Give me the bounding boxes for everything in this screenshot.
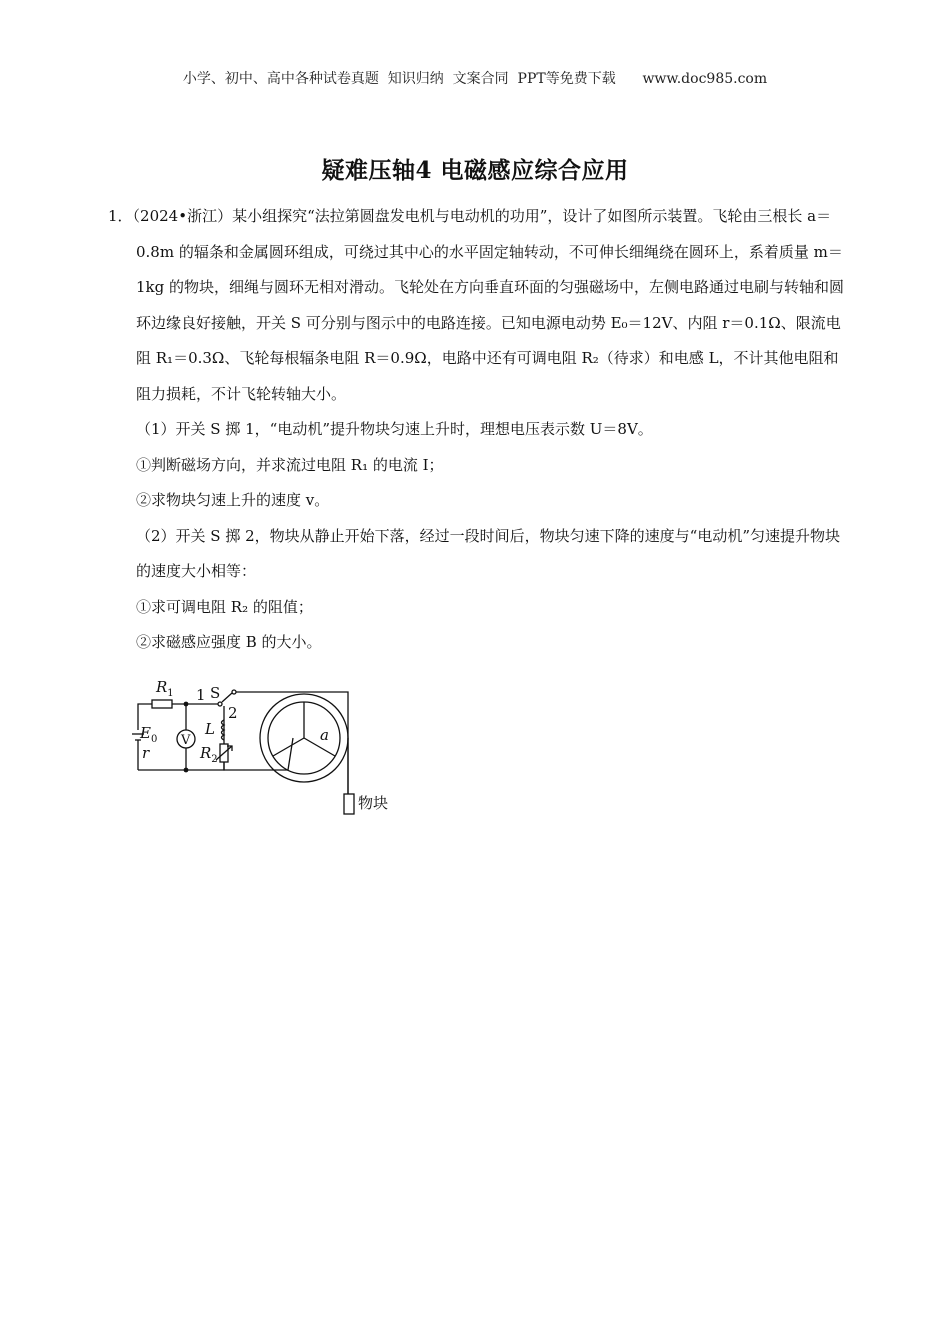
- switch-contact-1: [218, 702, 222, 706]
- label-pos1: 1: [196, 686, 206, 704]
- wire-to-axle: [224, 738, 293, 770]
- label-spoke-a: a: [320, 726, 329, 744]
- junction-bottom: [184, 768, 189, 773]
- block: [344, 794, 354, 814]
- spoke-3: [273, 738, 304, 756]
- switch-blade: [222, 693, 232, 702]
- label-switch: S: [210, 684, 221, 702]
- question-paragraph: [108, 199, 848, 412]
- question-content: [108, 199, 848, 661]
- part1-sub1: ①判断磁场方向，并求流过电阻 R₁ 的电流 I；: [136, 455, 444, 474]
- switch-pivot: [232, 690, 236, 694]
- part2-stem: （2）开关 S 掷 2，物块从静止开始下落，经过一段时间后，物块匀速下降的速度与“电动机”匀速提升物块的速度大小相等：: [136, 526, 841, 580]
- label-r2: $R_2$: [200, 744, 218, 765]
- page-title: 疑难压轴4 电磁感应综合应用: [321, 157, 629, 184]
- circuit-diagram: [130, 676, 420, 820]
- label-inductor: L: [205, 720, 215, 738]
- question-text: （2024•浙江）某小组探究“法拉第圆盘发电机与电动机的功用”，设计了如图所示装置。飞轮由三根长 a＝0.8m 的辐条和金属圆环组成，可绕过其中心的水平固定轴转动，不可伸长细绳绕在圆环上，系着质量 m＝1kg 的物块，细绳与圆环无相对滑动。飞轮处在方向垂直环面的匀强磁场中，左侧电路通过电刷与转轴和圆环边缘良好接触，开关 S 可分别与图示中的电路连接。已知电源电动势 E₀＝12V、内阻 r＝0.1Ω、限流电阻 R₁＝0.3Ω、飞轮每根辐条电阻 R＝0.9Ω，电路中还有可调电阻 R₂（待求）和电感 L，不计其他电阻和阻力损耗，不计飞轮转轴大小。: [132, 207, 845, 403]
- label-block: 物块: [358, 794, 389, 812]
- label-e0: $E_0$: [140, 724, 158, 745]
- resistor-r1: [152, 700, 172, 708]
- junction-top: [184, 702, 189, 707]
- part2-sub2: ②求磁感应强度 B 的大小。: [136, 633, 322, 651]
- label-voltmeter: V: [181, 733, 191, 748]
- label-r-internal: r: [142, 744, 150, 762]
- part1-stem: （1）开关 S 掷 1，“电动机”提升物块匀速上升时，理想电压表示数 U＝8V。: [136, 420, 653, 438]
- page-header: 小学、初中、高中各种试卷真题 知识归纳 文案合同 PPT等免费下载 www.doc985.com: [182, 71, 768, 87]
- label-r1: $R_1$: [156, 678, 174, 699]
- part2-sub1: ①求可调电阻 R₂ 的阻值；: [136, 597, 313, 616]
- part1-sub2: ②求物块匀速上升的速度 v。: [136, 491, 330, 509]
- label-pos2: 2: [228, 704, 238, 722]
- question-number: 1．: [108, 207, 133, 225]
